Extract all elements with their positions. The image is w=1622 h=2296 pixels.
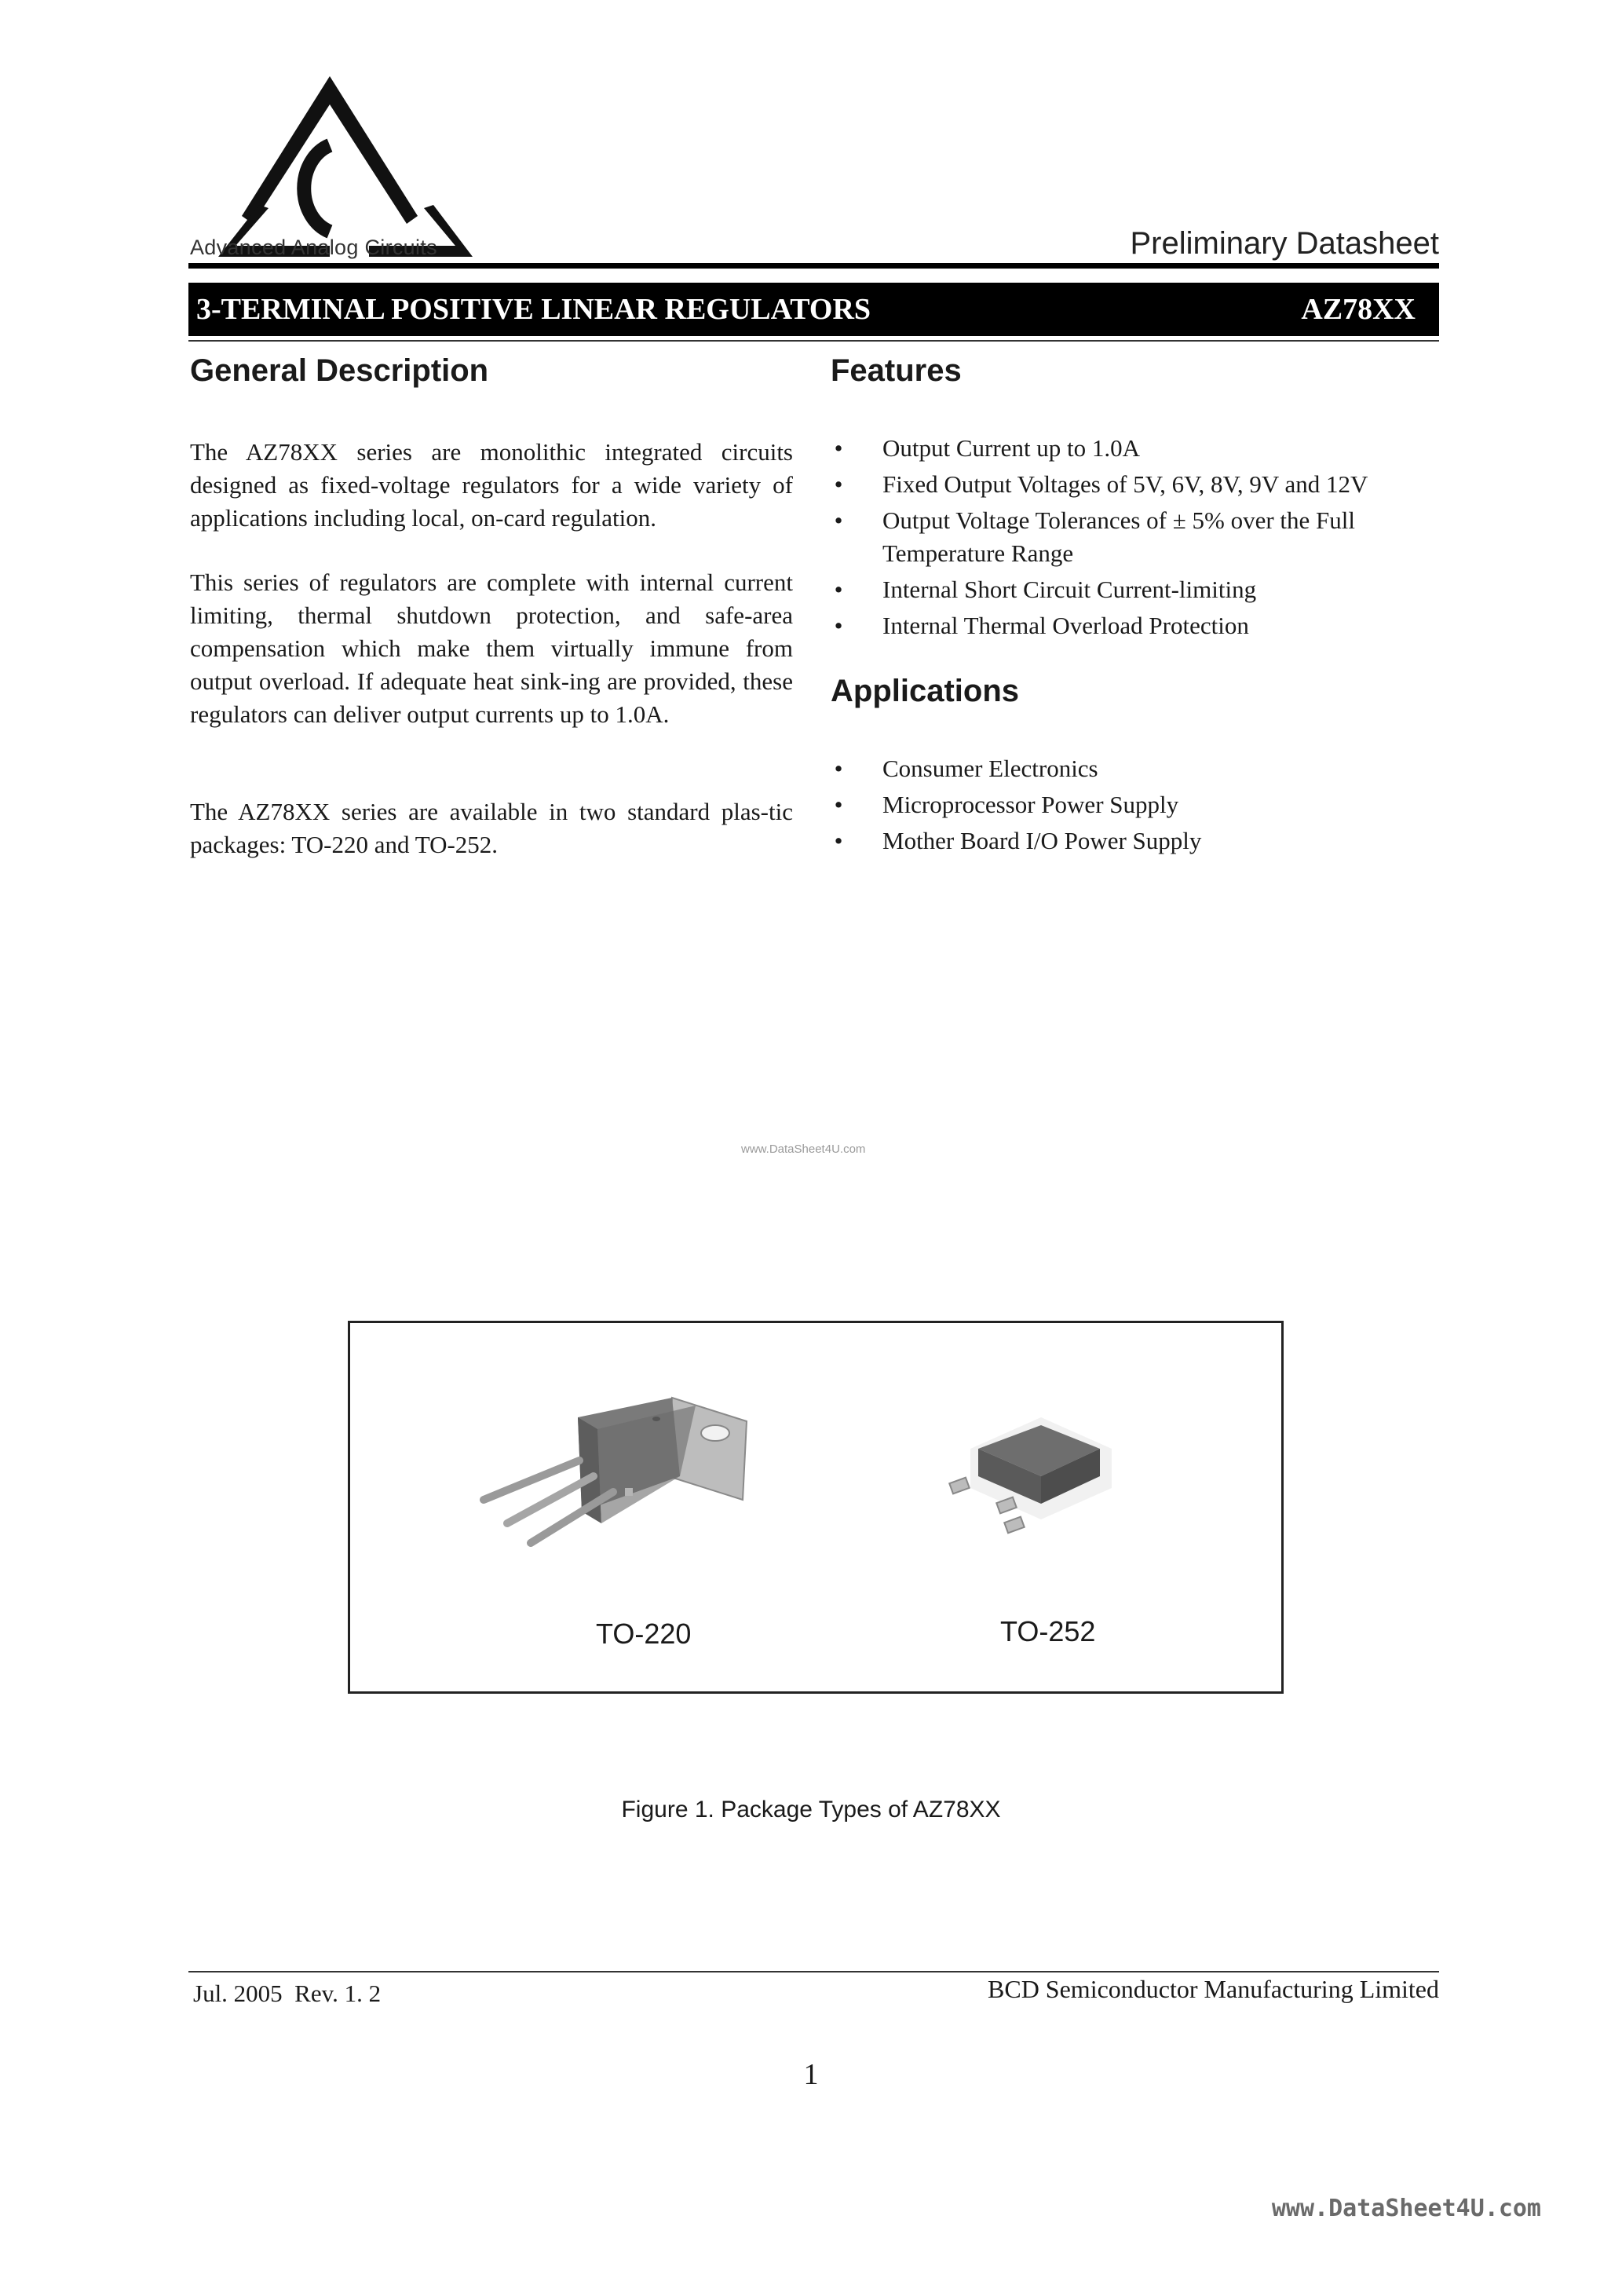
to220-label: TO-220	[596, 1618, 692, 1650]
page-number: 1	[803, 2058, 819, 2091]
bullet: •	[834, 791, 843, 818]
features-list	[831, 432, 1451, 645]
applications-list	[831, 752, 1451, 861]
to252-package-image	[931, 1402, 1167, 1559]
watermark-large: www.DataSheet4U.com	[1271, 2195, 1541, 2222]
figure-box	[348, 1321, 1284, 1694]
general-description-heading: General Description	[190, 353, 489, 388]
to252-label: TO-252	[1000, 1615, 1096, 1647]
to220-package-image	[476, 1386, 806, 1590]
description-paragraph: The AZ78XX series are available in two standard plas-tic packages: TO-220 and TO-252.	[190, 798, 793, 858]
figure-caption: Figure 1. Package Types of AZ78XX	[621, 1797, 1001, 1823]
applications-heading: Applications	[831, 674, 1020, 708]
list-item: • Internal Short Circuit Current-limiting	[831, 573, 1451, 606]
watermark-small: www.DataSheet4U.com	[741, 1143, 866, 1156]
bullet: •	[834, 576, 843, 603]
title-underline	[188, 340, 1439, 342]
bullet: •	[834, 470, 843, 498]
description-paragraph: The AZ78XX series are monolithic integrated circuits designed as fixed-voltage regulators for a wide variety of applications including local, on-card regulation.	[190, 438, 793, 532]
header-rule	[188, 263, 1439, 269]
list-item: • Output Voltage Tolerances of ± 5% over the Full Temperature Range	[831, 504, 1451, 570]
title-bar	[188, 283, 1439, 336]
footer-date-revision: Jul. 2005 Rev. 1. 2	[193, 1980, 382, 2007]
list-item: • Fixed Output Voltages of 5V, 6V, 8V, 9V and 12V	[831, 468, 1451, 501]
list-item: • Output Current up to 1.0A	[831, 432, 1451, 465]
list-item: • Microprocessor Power Supply	[831, 788, 1451, 821]
footer-company: BCD Semiconductor Manufacturing Limited	[988, 1975, 1439, 2003]
list-item: • Mother Board I/O Power Supply	[831, 824, 1451, 857]
list-item: • Internal Thermal Overload Protection	[831, 609, 1451, 642]
bullet: •	[834, 755, 843, 782]
bullet: •	[834, 434, 843, 462]
bullet: •	[834, 827, 843, 854]
document-type: Preliminary Datasheet	[1130, 226, 1439, 261]
company-logo	[188, 67, 502, 263]
list-item: • Consumer Electronics	[831, 752, 1451, 785]
features-heading: Features	[831, 353, 962, 388]
logo-text: Advanced Analog Circuits	[190, 236, 437, 259]
footer-rule	[188, 1971, 1439, 1972]
document-title: 3-TERMINAL POSITIVE LINEAR REGULATORS	[196, 293, 871, 326]
bullet: •	[834, 506, 843, 534]
description-paragraph: This series of regulators are complete with internal current limiting, thermal shutdown protection, and safe-area compensation which make them virtually immune from output overload. If adequate heat sink-ing are provided, these regulators can deliver output currents up to 1.0A.	[190, 569, 793, 728]
part-number: AZ78XX	[1301, 293, 1416, 326]
bullet: •	[834, 612, 843, 639]
